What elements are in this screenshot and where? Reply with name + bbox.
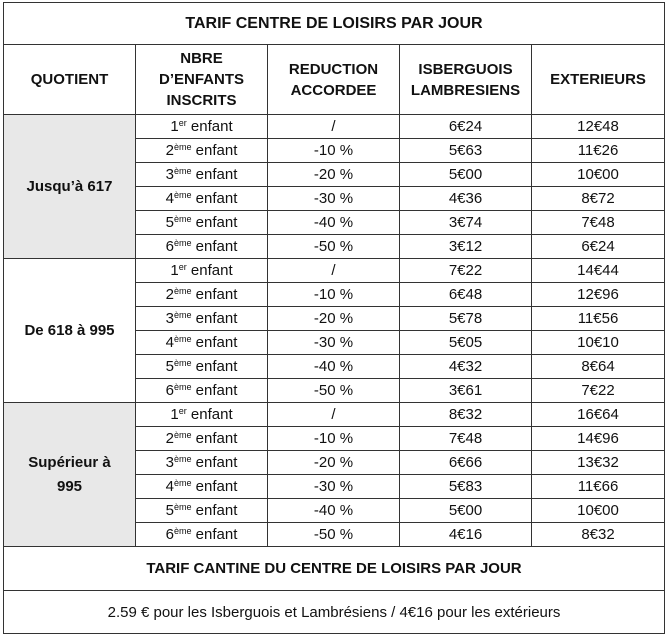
header-row: [4, 45, 665, 115]
child-rank-suffix: ème: [173, 382, 192, 392]
child-rank-suffix: ème: [173, 430, 192, 440]
quotient-cell: [4, 259, 136, 403]
reduction-cell: -30 %: [268, 187, 400, 211]
child-rank-cell: [136, 259, 268, 283]
price-ext-cell: 12€96: [532, 283, 665, 307]
child-rank-number: 6: [165, 382, 174, 399]
child-rank-word: enfant: [190, 406, 233, 423]
price-local-cell: 5€63: [400, 139, 532, 163]
child-rank-word: enfant: [195, 214, 238, 231]
quotient-cell: [4, 115, 136, 259]
price-local-cell: 8€32: [400, 403, 532, 427]
child-rank-number: 3: [165, 454, 174, 471]
price-ext-cell: 7€22: [532, 379, 665, 403]
reduction-cell: -40 %: [268, 499, 400, 523]
price-ext-cell: 11€26: [532, 139, 665, 163]
price-ext-cell: 8€32: [532, 523, 665, 547]
child-rank-suffix: ème: [173, 526, 192, 536]
child-rank-word: enfant: [195, 358, 238, 375]
child-rank-word: enfant: [195, 166, 238, 183]
reduction-cell: -50 %: [268, 235, 400, 259]
reduction-cell: -50 %: [268, 523, 400, 547]
reduction-cell: -20 %: [268, 307, 400, 331]
child-rank-cell: [136, 451, 268, 475]
tariff-table: [3, 2, 665, 634]
child-rank-word: enfant: [195, 190, 238, 207]
quotient-label: De 618 à 995: [24, 321, 115, 339]
child-rank-number: 3: [165, 166, 174, 183]
child-rank-suffix: ème: [173, 166, 192, 176]
reduction-cell: -40 %: [268, 211, 400, 235]
quotient-cell: [4, 403, 136, 547]
price-local-cell: 6€66: [400, 451, 532, 475]
price-local-cell: 5€83: [400, 475, 532, 499]
child-rank-cell: [136, 187, 268, 211]
child-rank-number: 3: [165, 310, 174, 327]
child-rank-word: enfant: [195, 382, 238, 399]
quotient-label: Supérieur à: [28, 453, 111, 471]
reduction-cell: -10 %: [268, 139, 400, 163]
price-ext-cell: 11€66: [532, 475, 665, 499]
price-local-cell: 5€78: [400, 307, 532, 331]
child-rank-word: enfant: [195, 430, 238, 447]
price-ext-cell: 8€64: [532, 355, 665, 379]
child-rank-number: 1: [170, 262, 179, 279]
price-ext-cell: 10€10: [532, 331, 665, 355]
child-rank-suffix: ème: [173, 286, 192, 296]
child-rank-word: enfant: [195, 454, 238, 471]
child-rank-number: 5: [165, 358, 174, 375]
price-ext-cell: 16€64: [532, 403, 665, 427]
child-rank-suffix: ème: [173, 334, 192, 344]
price-local-cell: 7€22: [400, 259, 532, 283]
price-ext-cell: 12€48: [532, 115, 665, 139]
price-local-cell: 3€61: [400, 379, 532, 403]
reduction-cell: /: [268, 403, 400, 427]
child-rank-cell: [136, 499, 268, 523]
price-ext-cell: 14€96: [532, 427, 665, 451]
child-rank-number: 5: [165, 502, 174, 519]
reduction-cell: /: [268, 115, 400, 139]
price-local-cell: 6€48: [400, 283, 532, 307]
price-ext-cell: 8€72: [532, 187, 665, 211]
child-rank-cell: [136, 163, 268, 187]
child-rank-number: 5: [165, 214, 174, 231]
child-rank-number: 2: [165, 430, 174, 447]
quotient-label-line2: 995: [56, 477, 83, 495]
price-ext-cell: 14€44: [532, 259, 665, 283]
table-title: TARIF CENTRE DE LOISIRS PAR JOUR: [4, 3, 665, 45]
child-rank-suffix: ème: [173, 358, 192, 368]
child-rank-cell: [136, 475, 268, 499]
price-ext-cell: 13€32: [532, 451, 665, 475]
child-rank-number: 6: [165, 526, 174, 543]
child-rank-suffix: ème: [173, 142, 192, 152]
child-rank-suffix: er: [178, 406, 187, 416]
child-rank-cell: [136, 379, 268, 403]
child-rank-word: enfant: [195, 502, 238, 519]
price-local-cell: 7€48: [400, 427, 532, 451]
reduction-cell: -20 %: [268, 163, 400, 187]
reduction-cell: -50 %: [268, 379, 400, 403]
price-ext-cell: 7€48: [532, 211, 665, 235]
child-rank-word: enfant: [195, 286, 238, 303]
child-rank-cell: [136, 283, 268, 307]
child-rank-number: 1: [170, 118, 179, 135]
child-rank-number: 2: [165, 286, 174, 303]
quotient-label: Jusqu’à 617: [26, 177, 113, 195]
child-rank-cell: [136, 331, 268, 355]
price-ext-cell: 6€24: [532, 235, 665, 259]
child-rank-number: 2: [165, 142, 174, 159]
child-rank-suffix: er: [178, 118, 187, 128]
child-rank-cell: [136, 523, 268, 547]
price-local-cell: 6€24: [400, 115, 532, 139]
child-rank-cell: [136, 355, 268, 379]
child-rank-cell: [136, 211, 268, 235]
price-ext-cell: 10€00: [532, 499, 665, 523]
child-rank-suffix: ème: [173, 502, 192, 512]
price-local-cell: 4€16: [400, 523, 532, 547]
child-rank-suffix: ème: [173, 478, 192, 488]
price-local-cell: 3€74: [400, 211, 532, 235]
price-ext-cell: 10€00: [532, 163, 665, 187]
reduction-cell: -30 %: [268, 475, 400, 499]
child-rank-word: enfant: [195, 310, 238, 327]
header-reduction: REDUCTION ACCORDEE: [268, 45, 400, 115]
child-rank-word: enfant: [190, 118, 233, 135]
child-rank-cell: [136, 403, 268, 427]
child-rank-number: 4: [165, 478, 174, 495]
price-local-cell: 4€32: [400, 355, 532, 379]
child-rank-word: enfant: [195, 478, 238, 495]
reduction-cell: -30 %: [268, 331, 400, 355]
price-local-cell: 5€00: [400, 499, 532, 523]
price-local-cell: 5€05: [400, 331, 532, 355]
reduction-cell: -20 %: [268, 451, 400, 475]
child-rank-number: 4: [165, 334, 174, 351]
child-rank-suffix: ème: [173, 214, 192, 224]
header-local: ISBERGUOIS LAMBRESIENS: [400, 45, 532, 115]
child-rank-number: 1: [170, 406, 179, 423]
cantine-note: 2.59 € pour les Isberguois et Lambrésiens / 4€16 pour les extérieurs: [4, 591, 665, 634]
reduction-cell: -10 %: [268, 427, 400, 451]
reduction-cell: -40 %: [268, 355, 400, 379]
price-local-cell: 5€00: [400, 163, 532, 187]
header-quotient: QUOTIENT: [4, 45, 136, 115]
child-rank-word: enfant: [195, 142, 238, 159]
child-rank-suffix: er: [178, 262, 187, 272]
price-local-cell: 4€36: [400, 187, 532, 211]
child-rank-cell: [136, 115, 268, 139]
header-exterieurs: EXTERIEURS: [532, 45, 665, 115]
child-rank-suffix: ème: [173, 454, 192, 464]
child-rank-suffix: ème: [173, 190, 192, 200]
child-rank-number: 4: [165, 190, 174, 207]
child-rank-suffix: ème: [173, 238, 192, 248]
child-rank-word: enfant: [195, 526, 238, 543]
child-rank-cell: [136, 427, 268, 451]
child-rank-word: enfant: [195, 238, 238, 255]
child-rank-word: enfant: [195, 334, 238, 351]
child-rank-word: enfant: [190, 262, 233, 279]
reduction-cell: -10 %: [268, 283, 400, 307]
child-rank-cell: [136, 307, 268, 331]
header-children: NBRE D’ENFANTS INSCRITS: [136, 45, 268, 115]
table-row: [4, 259, 665, 283]
price-local-cell: 3€12: [400, 235, 532, 259]
price-ext-cell: 11€56: [532, 307, 665, 331]
child-rank-number: 6: [165, 238, 174, 255]
child-rank-cell: [136, 139, 268, 163]
reduction-cell: /: [268, 259, 400, 283]
child-rank-suffix: ème: [173, 310, 192, 320]
child-rank-cell: [136, 235, 268, 259]
cantine-title: TARIF CANTINE DU CENTRE DE LOISIRS PAR JOUR: [4, 547, 665, 591]
table-row: [4, 115, 665, 139]
table-row: [4, 403, 665, 427]
